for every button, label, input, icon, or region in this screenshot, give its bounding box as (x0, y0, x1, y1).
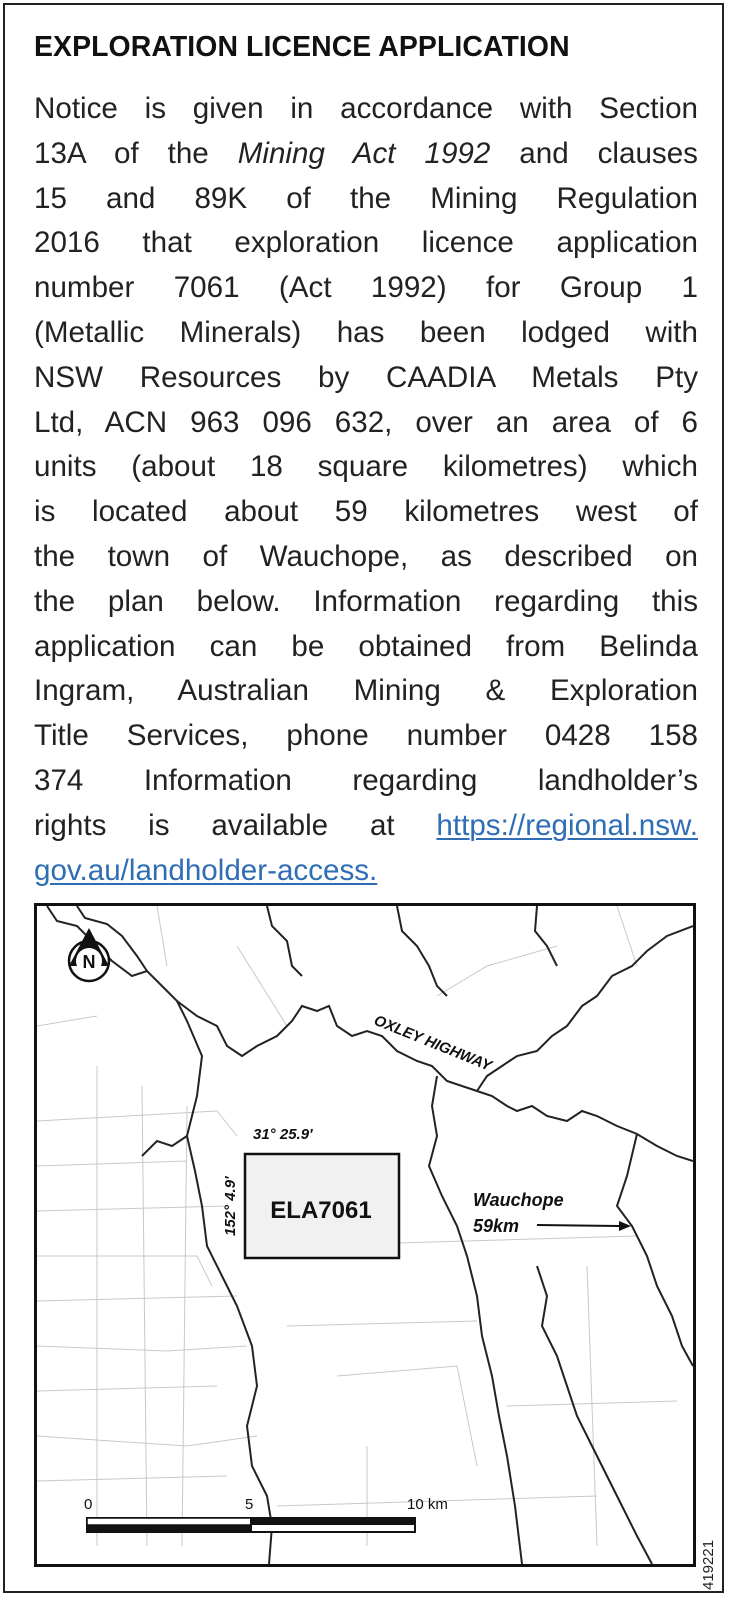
act-name: Mining Act 1992 (237, 136, 491, 170)
body-line (34, 804, 698, 849)
reference-number: 419221 (700, 1539, 717, 1590)
body-line: NSW Resources by CAADIA Metals Pty (34, 360, 698, 394)
town-label: Wauchope (473, 1190, 564, 1210)
landholder-access-link[interactable]: https://regional.nsw. (436, 808, 698, 842)
landholder-access-link-cont[interactable]: gov.au/landholder-access. (34, 853, 378, 887)
scale-label-5: 5 (245, 1496, 254, 1513)
body-line: Notice is given in accordance with Section (34, 92, 698, 125)
body-text: 13A of the (34, 136, 209, 170)
north-label: N (82, 952, 96, 972)
north-arrow-icon (69, 928, 109, 981)
notice-body (34, 87, 698, 893)
body-line: units (about 18 square kilometres) which (34, 450, 698, 484)
body-line: 15 and 89K of the Mining Regulation (34, 181, 698, 215)
map-svg (37, 906, 693, 1564)
scale-label-0: 0 (84, 1496, 93, 1513)
body-line: (Metallic Minerals) has been lodged with (34, 315, 698, 349)
direction-arrow (537, 1225, 619, 1226)
ela-label: ELA7061 (270, 1197, 372, 1224)
highway-label: OXLEY HIGHWAY (371, 1011, 495, 1075)
body-text: and clauses (519, 136, 698, 170)
body-line: Ingram, Australian Mining & Exploration (34, 674, 698, 708)
distance-label: 59km (473, 1216, 520, 1236)
body-line: the town of Wauchope, as described on (34, 539, 698, 573)
body-line: Title Services, phone number 0428 158 (34, 719, 698, 753)
body-line: number 7061 (Act 1992) for Group 1 (34, 271, 698, 305)
body-line: is located about 59 kilometres west of (34, 495, 698, 529)
body-line: the plan below. Information regarding this (34, 584, 698, 618)
body-line (34, 132, 698, 177)
scale-bar (84, 1496, 448, 1532)
notice-title: EXPLORATION LICENCE APPLICATION (34, 31, 570, 63)
body-text: rights is available at (34, 808, 395, 842)
body-line: application can be obtained from Belinda (34, 629, 698, 663)
body-line: 2016 that exploration licence application (34, 226, 698, 260)
latitude-label: 31° 25.9' (253, 1126, 313, 1143)
longitude-label: 152° 4.9' (222, 1176, 239, 1236)
scale-label-10: 10 km (407, 1496, 448, 1513)
body-line: Ltd, ACN 963 096 632, over an area of 6 (34, 405, 698, 439)
body-line (34, 849, 698, 894)
location-map (34, 903, 696, 1567)
body-line: 374 Information regarding landholder’s (34, 763, 698, 797)
